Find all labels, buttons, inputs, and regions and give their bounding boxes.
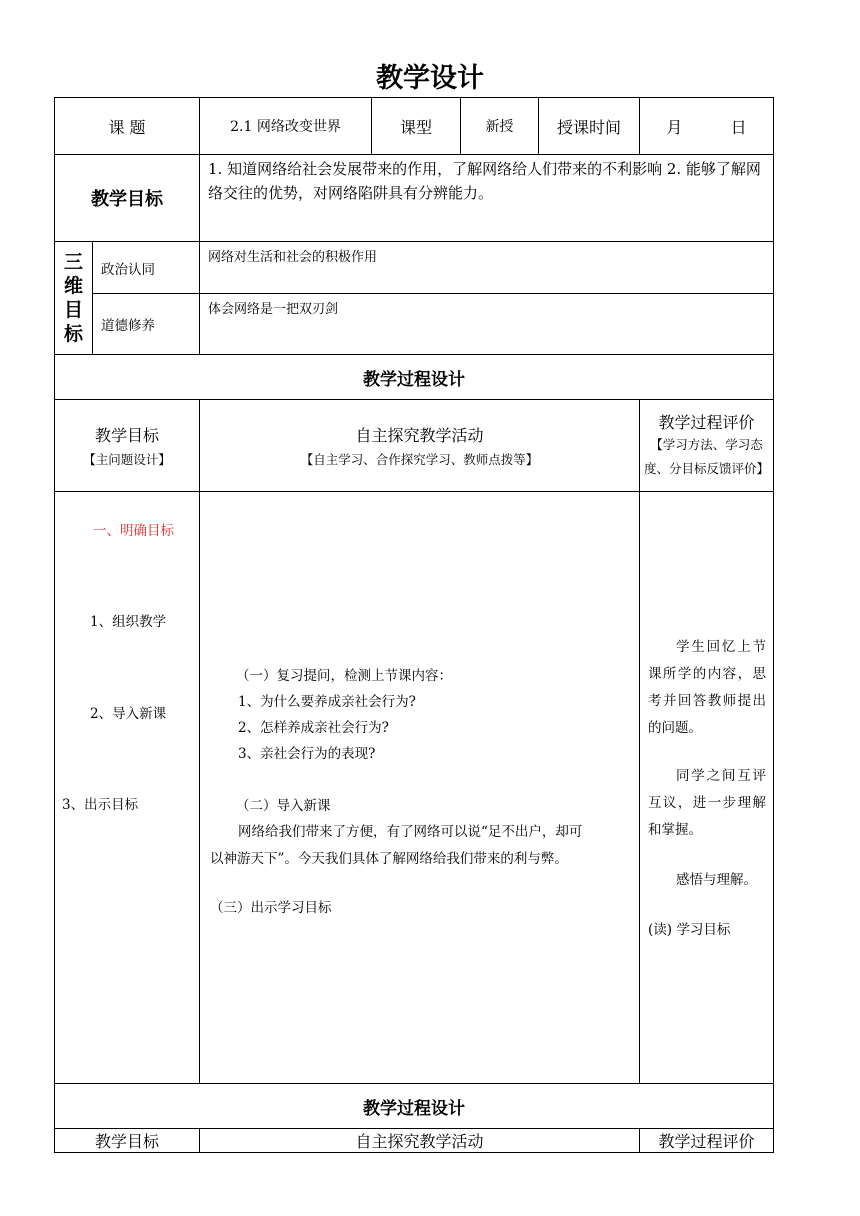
intro-line: 网络给我们带来了方便，有了网络可以说“足不出户，却可 bbox=[238, 824, 583, 840]
time-label: 授课时间 bbox=[539, 98, 640, 155]
evaluation-text: 感悟与理解。 bbox=[676, 872, 757, 888]
col3-title: 教学过程评价 bbox=[658, 413, 755, 432]
dimension-row bbox=[55, 294, 774, 355]
dimension-label: 政治认同 bbox=[93, 242, 200, 294]
left-goals-cell bbox=[55, 492, 200, 1084]
activity-cell bbox=[200, 492, 640, 1084]
question-item: 2、怎样养成亲社会行为? bbox=[238, 720, 389, 736]
month-label: 月 bbox=[666, 117, 683, 137]
footer-col1: 教学目标 bbox=[55, 1129, 200, 1153]
intro-line: 以神游天下”。今天我们具体了解网络给我们带来的利与弊。 bbox=[210, 851, 568, 867]
topic-label: 课 题 bbox=[55, 98, 200, 155]
evaluation-text: 学生回忆上节课所学的内容，思考并回答教师提出的问题。 bbox=[648, 639, 766, 736]
dimension-text: 体会网络是一把双刃剑 bbox=[200, 294, 774, 355]
footer-title: 教学过程设计 bbox=[55, 1084, 774, 1129]
left-item: 2、导入新课 bbox=[90, 706, 167, 722]
process-title-row bbox=[55, 355, 774, 400]
col3-header bbox=[640, 400, 774, 492]
col1-subtitle: 【主问题设计】 bbox=[83, 452, 171, 467]
goal-heading: （三）出示学习目标 bbox=[210, 900, 332, 916]
col1-title: 教学目标 bbox=[94, 426, 159, 445]
col2-title: 自主探究教学活动 bbox=[355, 426, 484, 445]
left-item: 3、出示目标 bbox=[62, 797, 139, 813]
footer-col3: 教学过程评价 bbox=[640, 1129, 774, 1153]
document-title: 教学设计 bbox=[376, 63, 484, 94]
dimension-label: 道德修养 bbox=[93, 294, 200, 355]
dimension-vertical-label: 三 维 目 标 bbox=[55, 242, 93, 355]
left-item: 1、组织教学 bbox=[90, 614, 167, 630]
goals-label: 教学目标 bbox=[55, 155, 200, 242]
process-title: 教学过程设计 bbox=[55, 355, 774, 400]
evaluation-cell bbox=[640, 492, 774, 1084]
type-value: 新授 bbox=[461, 98, 539, 155]
evaluation-text: (读) 学习目标 bbox=[648, 922, 731, 938]
process-header-row bbox=[55, 400, 774, 492]
evaluation-text: 同学之间互评互议，进一步理解和掌握。 bbox=[648, 768, 766, 838]
col2-subtitle: 【自主学习、合作探究学习、教师点拨等】 bbox=[300, 452, 539, 467]
question-item: 1、为什么要养成亲社会行为? bbox=[238, 694, 416, 710]
col2-header bbox=[200, 400, 640, 492]
lesson-plan-table bbox=[54, 97, 774, 1153]
topic-value: 2.1 网络改变世界 bbox=[200, 98, 372, 155]
col3-subtitle: 【学习方法、学习态度、分目标反馈评价】 bbox=[644, 437, 770, 476]
question-item: 3、亲社会行为的表现? bbox=[238, 746, 376, 762]
goals-row bbox=[55, 155, 774, 242]
left-item: 一、明确目标 bbox=[93, 523, 174, 539]
footer-title-row bbox=[55, 1084, 774, 1129]
footer-header-row bbox=[55, 1129, 774, 1153]
dimension-row bbox=[55, 242, 774, 294]
goals-text: 1. 知道网络给社会发展带来的作用，了解网络给人们带来的不利影响 2. 能够了解网络交往的优势，对网络陷阱具有分辨能力。 bbox=[200, 155, 774, 242]
process-content-row bbox=[55, 492, 774, 1084]
intro-heading: （二）导入新课 bbox=[236, 798, 331, 814]
review-heading: （一）复习提问，检测上节课内容： bbox=[236, 668, 452, 684]
col1-header bbox=[55, 400, 200, 492]
day-label: 日 bbox=[730, 117, 747, 137]
date-cell bbox=[640, 98, 774, 155]
footer-col2: 自主探究教学活动 bbox=[200, 1129, 640, 1153]
type-label: 课型 bbox=[372, 98, 461, 155]
header-row bbox=[55, 98, 774, 155]
dimension-text: 网络对生活和社会的积极作用 bbox=[200, 242, 774, 294]
